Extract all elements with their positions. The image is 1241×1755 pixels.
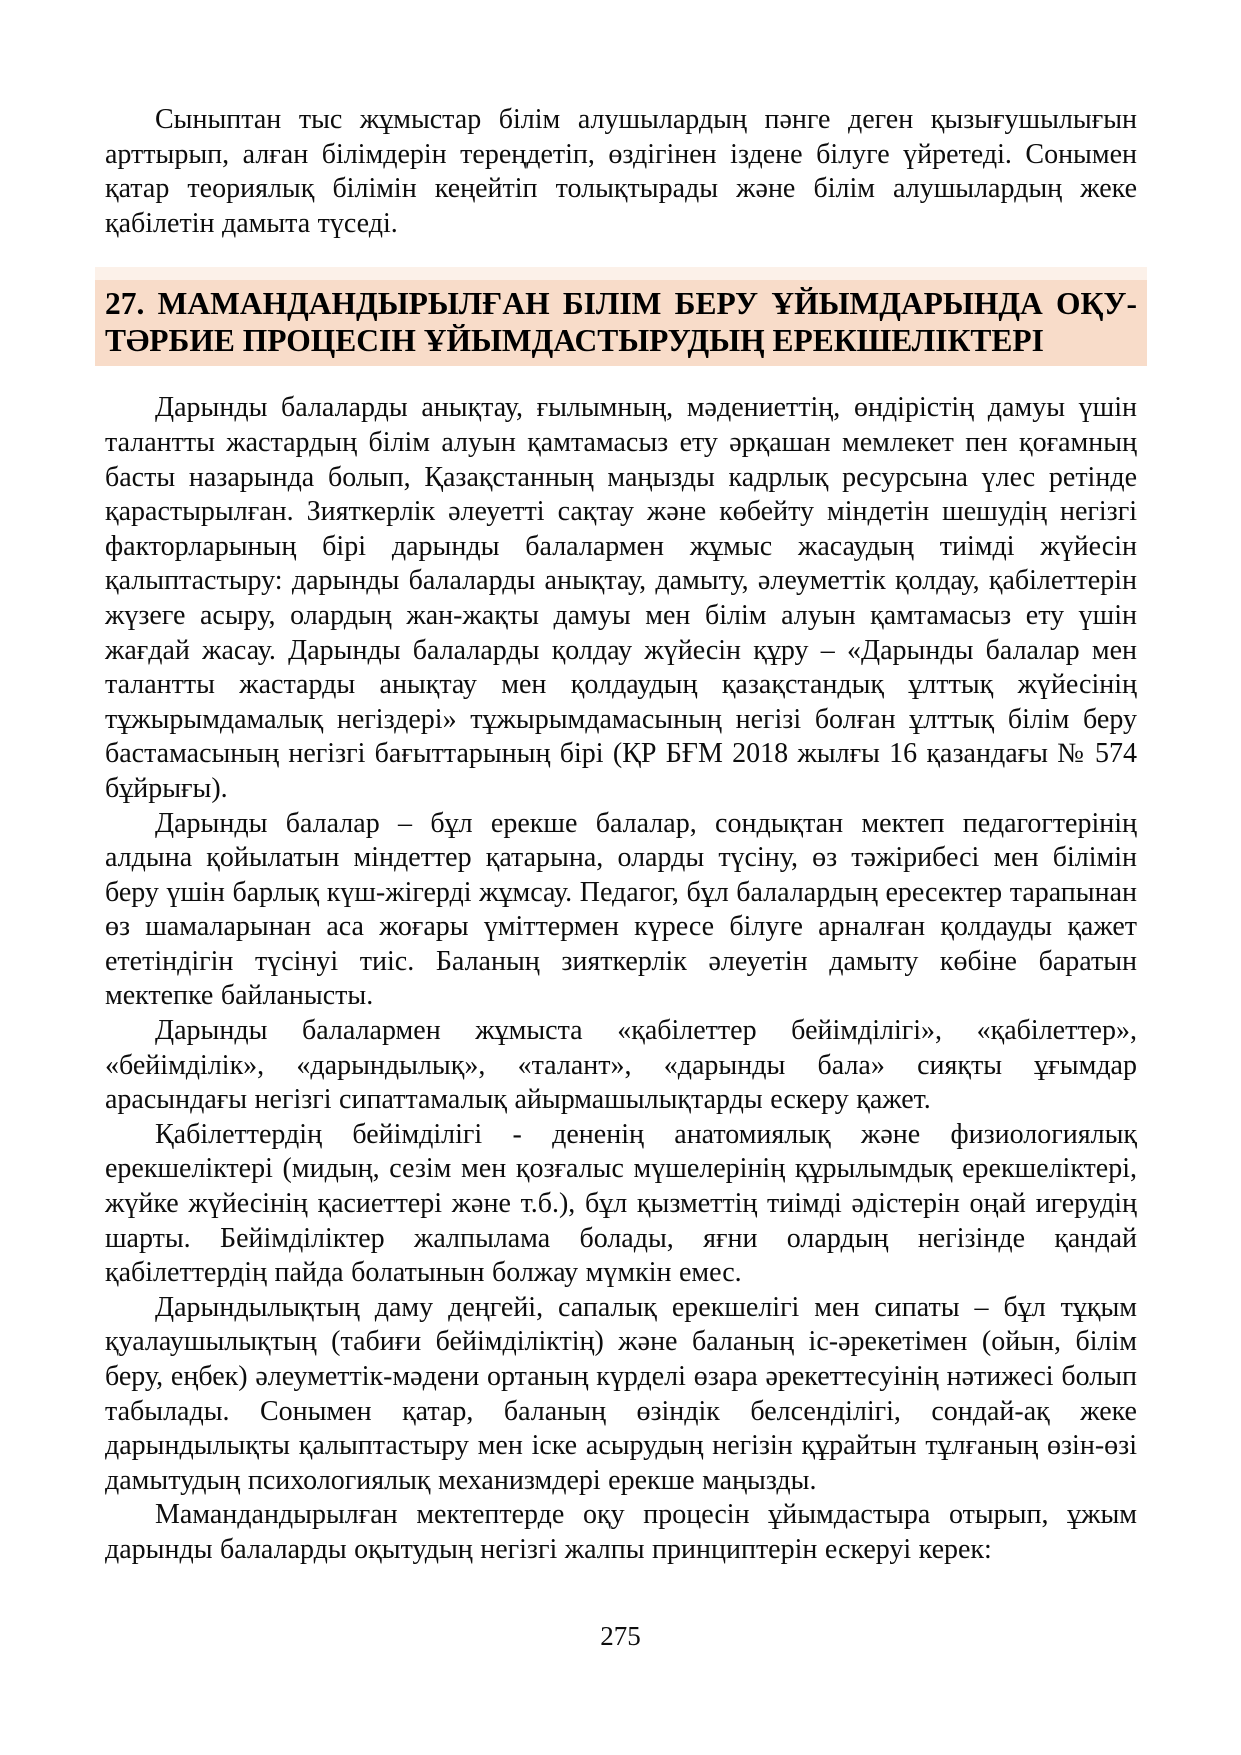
paragraph: Мамандандырылған мектептерде оқу процесін ұйымдастыра отырып, ұжым дарынды балаларды оқытудың негізгі жалпы принциптерін ескеруі керек:: [105, 1499, 1137, 1565]
section-heading-line-2: ТӘРБИЕ ПРОЦЕСІН ҰЙЫМДАСТЫРУДЫҢ ЕРЕКШЕЛІКТЕРІ: [105, 323, 1044, 359]
paragraph: Дарынды балалармен жұмыста «қабілеттер бейімділігі», «қабілеттер», «бейімділік», «дарындылық», «талант», «дарынды бала» сияқты ұғымдар арасындағы негізгі сипаттамалық айырмашылықтарды ескеру қажет.: [105, 1015, 1137, 1116]
paragraph: Дарындылықтың даму деңгейі, сапалық ерекшелігі мен сипаты – бұл тұқым қуалаушылықтың (табиғи бейімділіктің) және баланың іс-әрекетімен (ойын, білім беру, еңбек) әлеуметтік-мәдени ортаның күрделі өзара әрекеттесуінің нәтижесі болып табылады. Сонымен қатар, баланың өзіндік белсенділігі, сондай-ақ жеке дарындылықты қалыптастыру мен іске асырудың негізін құрайтын тұлғаның өзін-өзі дамытудың психологиялық механизмдері ерекше маңызды.: [105, 1291, 1137, 1496]
text-column: [105, 103, 1137, 1568]
paragraph: Дарынды балалар – бұл ерекше балалар, сондықтан мектеп педагогтерінің алдына қойылатын міндеттер қатарына, оларды түсіну, өз тәжірибесі мен білімін беру үшін барлық күш-жігерді жұмсау. Педагог, бұл балалардың ересектер тарапынан өз шамаларынан аса жоғары үміттермен күресе білуге арналған қолдауды қажет ететіндігін түсінуі тиіс. Баланың зияткерлік әлеуетін дамыту көбіне баратын мектепке байланысты.: [105, 807, 1137, 1012]
paragraph: Дарынды балаларды анықтау, ғылымның, мәдениеттің, өндірістің дамуы үшін талантты жастардың білім алуын қамтамасыз ету әрқашан мемлекет пен қоғамның басты назарында болып, Қазақстанның маңызды кадрлық ресурсына үлес ретінде қарастырылған. Зияткерлік әлеуетті сақтау және көбейту міндетін шешудің негізгі факторларының бірі дарынды балалармен жұмыс жасаудың тиімді жүйесін қалыптастыру: дарынды балаларды анықтау, дамыту, әлеуметтік қолдау, қабілеттерін жүзеге асыру, олардың жан-жақты дамуы мен білім алуын қамтамасыз ету үшін жағдай жасау. Дарынды балаларды қолдау жүйесін құру – «Дарынды балалар мен талантты жастарды анықтау мен қолдаудың қазақстандық ұлттық жүйесінің тұжырымдамалық негіздері» тұжырымдамасының негізі болған ұлттық білім беру бастамасының негізгі бағыттарының бірі (ҚР БҒМ 2018 жылғы 16 қазандағы № 574 бұйрығы).: [105, 392, 1137, 804]
intro-paragraph: Сыныптан тыс жұмыстар білім алушылардың пәнге деген қызығушылығын арттырып, алған білімдерін тереңдетіп, өздігінен іздене білуге үйретеді. Сонымен қатар теориялық білімін кеңейтіп толықтырады және білім алушылардың жеке қабілетін дамыта түседі.: [105, 104, 1137, 239]
page-number: 275: [600, 1621, 641, 1651]
paragraph: Қабілеттердің бейімділігі - дененің анатомиялық және физиологиялық ерекшеліктері (мидың, сезім мен қозғалыс мүшелерінің құрылымдық ерекшеліктері, жүйке жүйесінің қасиеттері және т.б.), бұл қызметтің тиімді әдістерін оңай игерудің шарты. Бейімділіктер жалпылама болады, яғни олардың негізінде қандай қабілеттердің пайда болатынын болжау мүмкін емес.: [105, 1118, 1137, 1289]
section-heading: [95, 280, 1147, 366]
section-heading-line-1: 27. МАМАНДАНДЫРЫЛҒАН БІЛІМ БЕРУ ҰЙЫМДАРЫНДА ОҚУ-: [105, 286, 1137, 322]
heading-highlight-strip: [95, 267, 1147, 280]
